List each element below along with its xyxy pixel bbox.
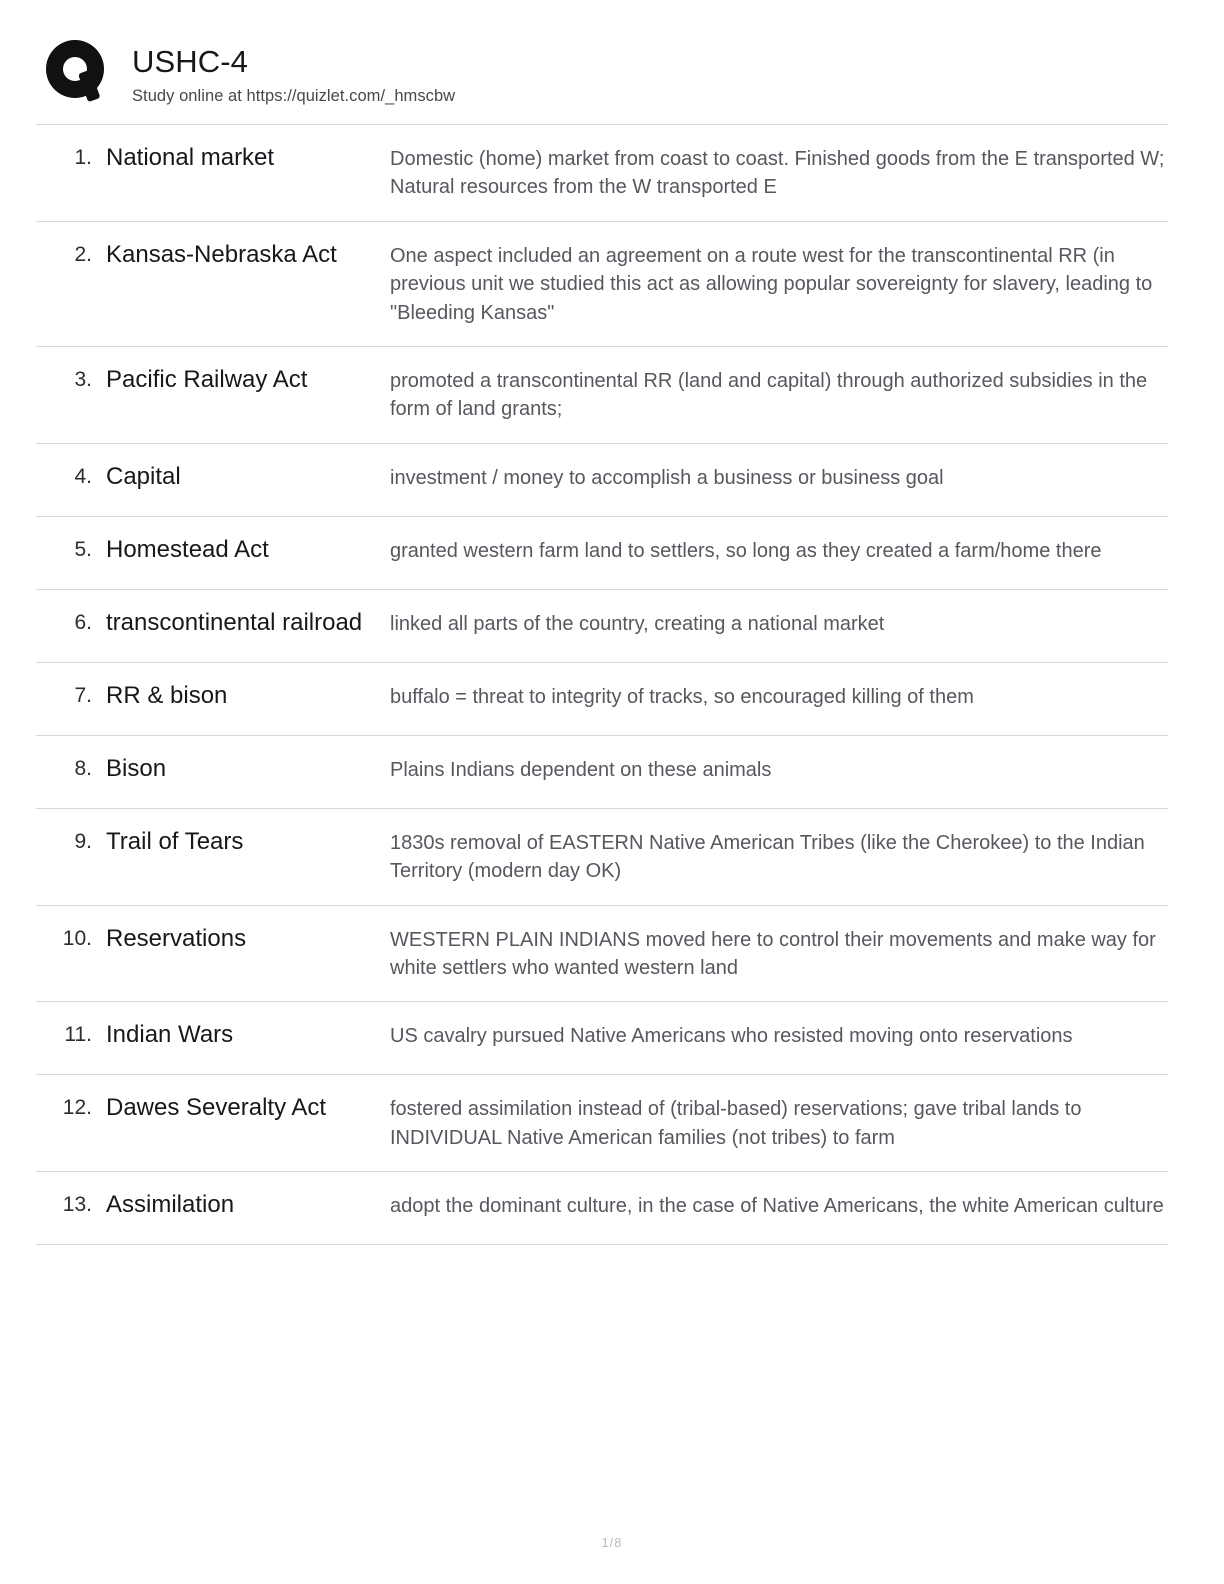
term-title: Homestead Act bbox=[106, 535, 269, 563]
term-number: 4. bbox=[74, 464, 92, 488]
term-number: 6. bbox=[74, 610, 92, 634]
term-definition: Domestic (home) market from coast to coast. Finished goods from the E transported W; Natural resources from the W transported E bbox=[390, 148, 1165, 199]
term-number: 11. bbox=[64, 1023, 92, 1047]
quizlet-q-logo-icon bbox=[42, 38, 114, 110]
table-row bbox=[36, 1002, 1168, 1075]
term-title: Kansas-Nebraska Act bbox=[106, 240, 337, 268]
term-definition: buffalo = threat to integrity of tracks, so encouraged killing of them bbox=[390, 685, 974, 708]
table-row bbox=[36, 590, 1168, 663]
term-definition: investment / money to accomplish a business or business goal bbox=[390, 466, 944, 489]
page-title: USHC-4 bbox=[132, 44, 249, 79]
study-online-link[interactable]: Study online at https://quizlet.com/_hmscbw bbox=[132, 86, 456, 105]
term-definition: WESTERN PLAIN INDIANS moved here to control their movements and make way for white settlers who wanted western land bbox=[390, 928, 1156, 979]
page-number: 1/8 bbox=[601, 1535, 623, 1550]
term-number: 7. bbox=[74, 683, 92, 707]
term-number: 1. bbox=[74, 146, 92, 169]
term-number: 5. bbox=[74, 537, 92, 561]
term-number: 9. bbox=[74, 829, 92, 853]
term-definition: Plains Indians dependent on these animals bbox=[390, 758, 772, 781]
header-text-group bbox=[132, 36, 455, 106]
term-definition: US cavalry pursued Native Americans who resisted moving onto reservations bbox=[390, 1025, 1073, 1048]
term-definition: One aspect included an agreement on a route west for the transcontinental RR (in previous unit we studied this act as allowing popular sovereignty for slavery, leading to "Bleeding Kansas" bbox=[390, 244, 1153, 324]
term-title: Trail of Tears bbox=[106, 827, 244, 855]
table-row bbox=[36, 1075, 1168, 1172]
term-definition: 1830s removal of EASTERN Native American Tribes (like the Cherokee) to the Indian Territory (modern day OK) bbox=[390, 831, 1145, 883]
table-row bbox=[36, 1172, 1168, 1245]
term-title: transcontinental railroad bbox=[106, 608, 363, 636]
term-title: Indian Wars bbox=[106, 1021, 234, 1049]
term-title: Assimilation bbox=[106, 1191, 235, 1219]
table-row bbox=[36, 663, 1168, 736]
table-row bbox=[36, 906, 1168, 1003]
term-number: 10. bbox=[62, 926, 92, 950]
term-definition: adopt the dominant culture, in the case of Native Americans, the white American culture bbox=[390, 1195, 1164, 1218]
table-row bbox=[36, 222, 1168, 347]
table-row bbox=[36, 517, 1168, 590]
term-number: 2. bbox=[74, 242, 92, 266]
term-title: Dawes Severalty Act bbox=[106, 1094, 327, 1122]
term-title: Pacific Railway Act bbox=[106, 365, 308, 393]
term-list bbox=[36, 124, 1168, 1245]
term-number: 13. bbox=[62, 1193, 92, 1217]
term-definition: promoted a transcontinental RR (land and capital) through authorized subsidies in the form of land grants; bbox=[390, 369, 1148, 421]
table-row bbox=[36, 444, 1168, 517]
term-title: Bison bbox=[106, 754, 167, 782]
table-row bbox=[36, 125, 1168, 222]
table-row bbox=[36, 736, 1168, 809]
table-row bbox=[36, 809, 1168, 906]
term-number: 12. bbox=[62, 1096, 92, 1120]
term-number: 3. bbox=[74, 367, 92, 391]
term-definition: fostered assimilation instead of (tribal-based) reservations; gave tribal lands to INDIVIDUAL Native American families (not tribes) to farm bbox=[390, 1098, 1082, 1149]
term-title: RR & bison bbox=[106, 681, 228, 709]
document-header bbox=[36, 30, 1168, 124]
term-number: 8. bbox=[74, 756, 92, 780]
term-title: Capital bbox=[106, 462, 181, 490]
term-title: National market bbox=[106, 144, 275, 171]
term-title: Reservations bbox=[106, 924, 247, 952]
term-definition: granted western farm land to settlers, so long as they created a farm/home there bbox=[390, 539, 1102, 562]
table-row bbox=[36, 347, 1168, 444]
term-definition: linked all parts of the country, creating a national market bbox=[390, 612, 885, 635]
